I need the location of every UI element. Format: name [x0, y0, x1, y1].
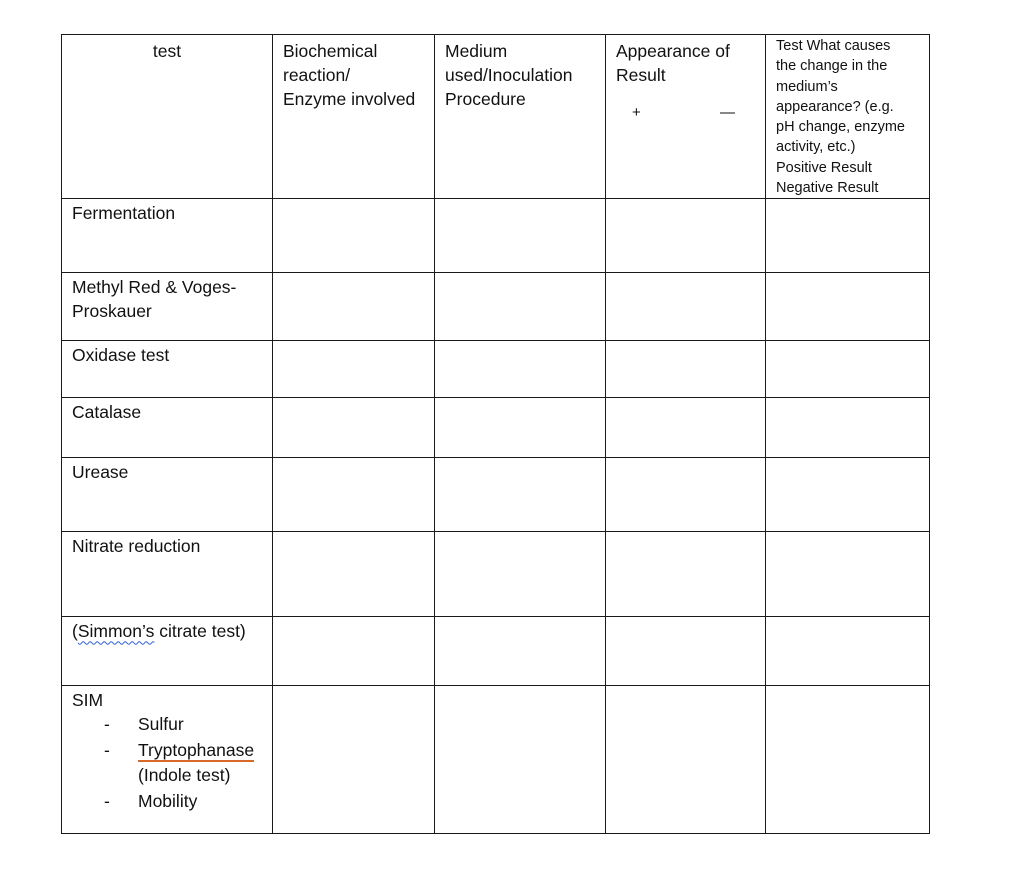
- empty-cell[interactable]: [766, 686, 930, 834]
- empty-cell[interactable]: [606, 458, 766, 532]
- table-row: [62, 199, 930, 273]
- empty-cell[interactable]: [766, 341, 930, 398]
- table-row: [62, 458, 930, 532]
- empty-cell[interactable]: [273, 398, 435, 458]
- header-cause-label: Test What causes the change in the medium’s appearance? (e.g. pH change, enzyme activity, etc.) Positive Result Negative Result: [776, 38, 905, 197]
- table-row: [62, 341, 930, 398]
- empty-cell[interactable]: [606, 341, 766, 398]
- result-sign-row: [606, 87, 765, 125]
- header-cell-appearance[interactable]: [606, 35, 766, 199]
- table-row: [62, 617, 930, 686]
- table-row: [62, 686, 930, 834]
- empty-cell[interactable]: [435, 341, 606, 398]
- empty-cell[interactable]: [606, 686, 766, 834]
- row-label-cell[interactable]: [62, 398, 273, 458]
- empty-cell[interactable]: [606, 273, 766, 341]
- header-cell-test[interactable]: [62, 35, 273, 199]
- row-label-catalase: Catalase: [72, 402, 142, 423]
- header-biochemical-label: Biochemical reaction/ Enzyme involved: [283, 41, 416, 109]
- empty-cell[interactable]: [435, 398, 606, 458]
- empty-cell[interactable]: [273, 273, 435, 341]
- row-label-cell[interactable]: [62, 532, 273, 617]
- empty-cell[interactable]: [435, 458, 606, 532]
- empty-cell[interactable]: [435, 199, 606, 273]
- biochemical-tests-table: [61, 34, 930, 834]
- list-item: - Tryptophanase: [104, 739, 255, 760]
- header-test-label: test: [152, 41, 182, 61]
- row-label-cell[interactable]: [62, 458, 273, 532]
- table-row: [62, 273, 930, 341]
- grammar-flagged-word: Tryptophanase: [138, 739, 255, 760]
- empty-cell[interactable]: [273, 341, 435, 398]
- row-label-cell[interactable]: [62, 617, 273, 686]
- empty-cell[interactable]: [766, 273, 930, 341]
- row-label-methyl-red-vp: Methyl Red & Voges- Proskauer: [72, 277, 237, 322]
- empty-cell[interactable]: [766, 199, 930, 273]
- row-label-nitrate: Nitrate reduction: [72, 536, 201, 557]
- header-cell-medium[interactable]: [435, 35, 606, 199]
- empty-cell[interactable]: [273, 532, 435, 617]
- row-label-sim: SIM - Sulfur - Tryptophanase (Indole test) - Mobility: [62, 686, 272, 814]
- empty-cell[interactable]: [435, 532, 606, 617]
- positive-sign: +: [632, 104, 641, 121]
- empty-cell[interactable]: [766, 617, 930, 686]
- negative-sign: —: [720, 104, 735, 121]
- empty-cell[interactable]: [273, 686, 435, 834]
- row-label-cell[interactable]: [62, 273, 273, 341]
- sim-sub-list: [72, 712, 262, 814]
- empty-cell[interactable]: [273, 617, 435, 686]
- empty-cell[interactable]: [606, 199, 766, 273]
- spellcheck-word: Simmon’s: [77, 621, 155, 642]
- row-label-cell[interactable]: [62, 199, 273, 273]
- row-label-cell[interactable]: [62, 341, 273, 398]
- empty-cell[interactable]: [766, 398, 930, 458]
- empty-cell[interactable]: [766, 458, 930, 532]
- row-label-citrate: (Simmon’s citrate test): [72, 621, 246, 642]
- empty-cell[interactable]: [606, 398, 766, 458]
- empty-cell[interactable]: [273, 199, 435, 273]
- row-label-oxidase: Oxidase test: [72, 345, 170, 366]
- list-item: - Mobility: [104, 790, 198, 811]
- header-cell-biochemical[interactable]: [273, 35, 435, 199]
- empty-cell[interactable]: [273, 458, 435, 532]
- empty-cell[interactable]: [606, 617, 766, 686]
- empty-cell[interactable]: [435, 273, 606, 341]
- list-item: - Sulfur: [104, 714, 184, 735]
- empty-cell[interactable]: [435, 617, 606, 686]
- header-appearance-label: Appearance of Result: [616, 41, 730, 85]
- empty-cell[interactable]: [766, 532, 930, 617]
- header-cell-cause[interactable]: [766, 35, 930, 199]
- empty-cell[interactable]: [435, 686, 606, 834]
- header-row: [62, 35, 930, 199]
- list-item: (Indole test): [138, 765, 231, 786]
- row-label-urease: Urease: [72, 462, 129, 483]
- row-label-fermentation: Fermentation: [72, 203, 176, 224]
- table-row: [62, 398, 930, 458]
- table-row: [62, 532, 930, 617]
- row-label-cell[interactable]: [62, 686, 273, 834]
- header-medium-label: Medium used/Inoculation Procedure: [445, 41, 573, 109]
- empty-cell[interactable]: [606, 532, 766, 617]
